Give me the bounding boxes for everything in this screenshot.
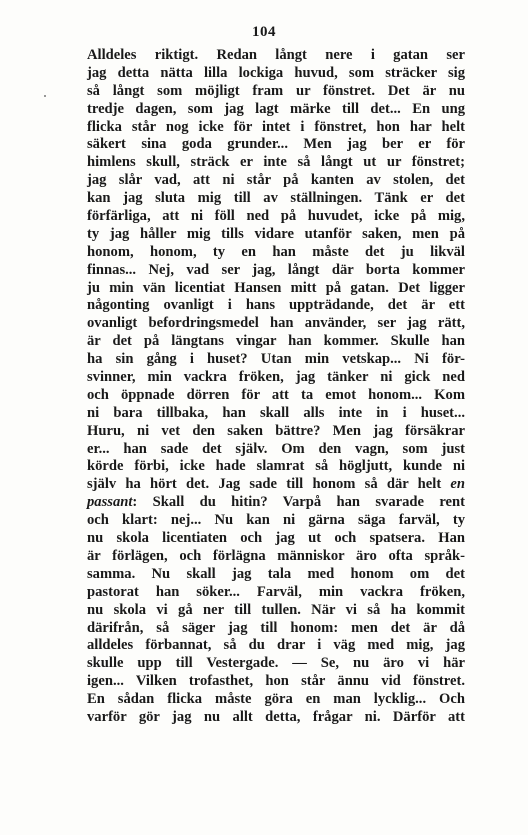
paper-speck: [44, 95, 46, 97]
text-line: ni bara tillbaka, han skall alls inte in i huset...: [87, 404, 465, 421]
text-line: skulle upp till Vestergade. — Se, nu äro vi här: [87, 655, 465, 672]
text-line: är det på längtans vingar han kommer. Skulle han: [87, 333, 465, 350]
text-line: igen... Vilken trofasthet, hon står ännu vid fönstret.: [87, 673, 465, 690]
text-line: och öppnade dörren för att ta emot honom... Kom: [87, 386, 465, 403]
text-line: varför gör jag nu allt detta, frågar ni. Därför att: [87, 708, 465, 725]
text-line: därifrån, så säger jag till honom: men det är då: [87, 619, 465, 636]
text-line: himlens skull, sträck er inte så långt ut ur fönstret;: [87, 154, 465, 171]
text-line: ha sin gång i huset? Utan min vetskap... Ni för-: [87, 351, 465, 368]
text-line: tredje dagen, som jag lagt märke till det... En ung: [87, 100, 465, 117]
text-line: En sådan flicka måste göra en man lycklig... Och: [87, 691, 465, 708]
text-line: jag detta nätta lilla lockiga huvud, som sträcker sig: [87, 64, 465, 81]
text-line: flicka står nog icke för intet i fönstret, hon har helt: [87, 118, 465, 135]
text-line: alldeles förbannat, så du drar i väg med mig, jag: [87, 637, 465, 654]
text-line: finnas... Nej, vad ser jag, långt där borta kommer: [87, 261, 465, 278]
text-line: svinner, min vackra fröken, jag tänker ni gick ned: [87, 369, 465, 386]
text-line: nu skola licentiaten och jag ut och spatsera. Han: [87, 530, 465, 547]
text-line: förfärliga, att ni föll ned på huvudet, icke på mig,: [87, 208, 465, 225]
text-line: ty jag håller mig tills vidare utanför saken, men på: [87, 225, 465, 242]
text-line: ovanligt befordringsmedel han använder, ser jag rätt,: [87, 315, 465, 332]
text-line: Alldeles riktigt. Redan långt nere i gatan ser: [87, 47, 465, 63]
body-text: [87, 47, 465, 727]
page-number: 104: [252, 24, 276, 40]
text-line: så långt som möjligt fram ur fönstret. Det är nu: [87, 82, 465, 99]
text-line: själv ha hört det. Jag sade till honom så där helt en: [87, 476, 465, 493]
text-line: är förlägen, och förlägna människor äro ofta språk-: [87, 547, 465, 564]
text-line: Huru, ni vet den saken bättre? Men jag försäkrar: [87, 422, 465, 439]
text-line: någonting ovanligt i hans uppträdande, det är ett: [87, 297, 465, 314]
text-line: kan jag sluta mig till av ställningen. Tänk er det: [87, 190, 465, 207]
text-line: jag slår vad, att ni står på kanten av stolen, det: [87, 172, 465, 189]
text-line: och klart: nej... Nu kan ni gärna säga farväl, ty: [87, 512, 465, 529]
text-line: er... han sade det själv. Om den vagn, som just: [87, 440, 465, 457]
text-line: körde förbi, icke hade slamrat så högljutt, kunde ni: [87, 458, 465, 475]
text-line: passant: Skall du hitin? Varpå han svarade rent: [87, 494, 465, 511]
text-line: nu skola vi gå ner till tullen. När vi så ha kommit: [87, 601, 465, 618]
text-line: ju min vän licentiat Hansen mitt på gatan. Det ligger: [87, 279, 465, 296]
text-line: honom, honom, ty en han måste det ju likväl: [87, 243, 465, 260]
text-line: samma. Nu skall jag tala med honom om det: [87, 565, 465, 582]
text-line: säkert sina goda grunder... Men jag ber er för: [87, 136, 465, 153]
text-line: pastorat han söker... Farväl, min vackra fröken,: [87, 583, 465, 600]
